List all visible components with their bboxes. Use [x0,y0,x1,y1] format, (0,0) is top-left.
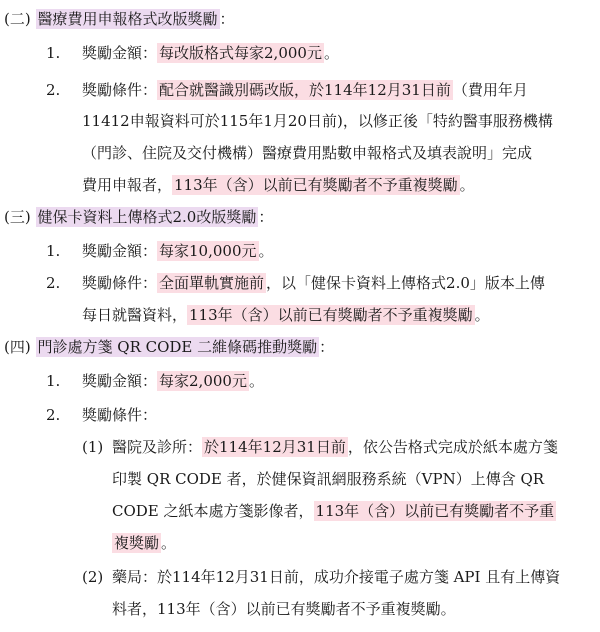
condition-text: 每日就醫資料， [82,306,188,324]
punctuation: 。 [459,176,475,194]
punctuation: 。 [161,534,177,552]
reward-amount-value: 每家10,000元 [159,242,257,260]
item-number: 2. [46,274,61,292]
section-title: 醫療費用申報格式改版獎勵 [37,10,218,28]
sub-condition-line [112,500,556,522]
condition-line [82,79,528,101]
condition-text: 於114年12月31日前，成功介接電子處方箋 API 且有上傳資 [157,568,561,586]
reward-amount-line [82,370,264,392]
item-number: 2. [46,81,61,99]
section-heading-4: (四) 門診處方箋 QR CODE 二維條碼推動獎勵 ： [4,338,335,356]
sub-condition-line [112,532,176,554]
item-label: 獎勵條件： [82,81,158,99]
condition-highlight: 全面單軌實施前 [159,274,265,292]
section-heading-3: (三) 健保卡資料上傳格式2.0改版獎勵 ： [4,208,274,226]
sub-condition-line [112,436,558,458]
item-number: 1. [46,372,61,390]
condition-line [82,272,545,294]
punctuation: 。 [323,44,339,62]
item-number: 2. [46,406,61,424]
condition-highlight: 配合就醫識別碼改版，於114年12月31日前 [159,81,451,99]
condition-highlight: 113年（含）以前已有獎勵者不予重 [315,502,555,520]
section-label: (三) [4,208,31,226]
item-label: 獎勵金額： [82,242,158,260]
section-title: 健保卡資料上傳格式2.0改版獎勵 [37,208,257,226]
section-label: (四) [4,338,31,356]
condition-text: （費用年月 [452,81,528,99]
punctuation: 。 [474,306,490,324]
condition-text: 費用申報者， [82,176,173,194]
condition-highlight: 複獎勵 [114,534,160,552]
item-label: 獎勵條件： [82,406,158,424]
reward-amount-value: 每家2,000元 [159,372,247,390]
condition-text: CODE 之紙本處方箋影像者， [112,502,314,520]
condition-highlight: 113年（含）以前已有獎勵者不予重複獎勵 [174,176,458,194]
section-title: 門診處方箋 QR CODE 二維條碼推動獎勵 [37,338,318,356]
reward-amount-line [82,240,274,262]
condition-line [82,174,475,196]
reward-amount-line [82,42,339,64]
section-label: (二) [4,10,31,28]
condition-text: ，以「健保卡資料上傳格式2.0」版本上傳 [266,274,545,292]
item-number: 1. [46,242,61,260]
reward-amount-value: 每改版格式每家2,000元 [159,44,322,62]
sub-item-number: (2) [82,568,104,586]
condition-text: ，依公告格式完成於紙本處方箋 [347,438,558,456]
sub-condition-line [112,566,560,588]
punctuation: 。 [258,242,274,260]
sub-item-label: 藥局： [112,568,158,586]
section-heading-2: (二) 醫療費用申報格式改版獎勵 ： [4,10,235,28]
condition-highlight: 於114年12月31日前 [204,438,346,456]
condition-highlight: 113年（含）以前已有獎勵者不予重複獎勵 [189,306,473,324]
condition-line: 11412申報資料可於115年1月20日前)，以修正後「特約醫事服務機構 [82,112,553,130]
sub-item-label: 醫院及診所： [112,438,203,456]
sub-item-number: (1) [82,438,104,456]
condition-line: （門診、住院及交付機構）醫療費用點數申報格式及填表說明」完成 [82,144,533,162]
sub-condition-line: 印製 QR CODE 者，於健保資訊網服務系統（VPN）上傳含 QR [112,470,545,488]
condition-line [82,304,490,326]
sub-condition-line: 料者，113年（含）以前已有獎勵者不予重複獎勵。 [112,600,456,618]
item-number: 1. [46,44,61,62]
item-label: 獎勵金額： [82,44,158,62]
item-label: 獎勵金額： [82,372,158,390]
punctuation: 。 [248,372,264,390]
item-label: 獎勵條件： [82,274,158,292]
